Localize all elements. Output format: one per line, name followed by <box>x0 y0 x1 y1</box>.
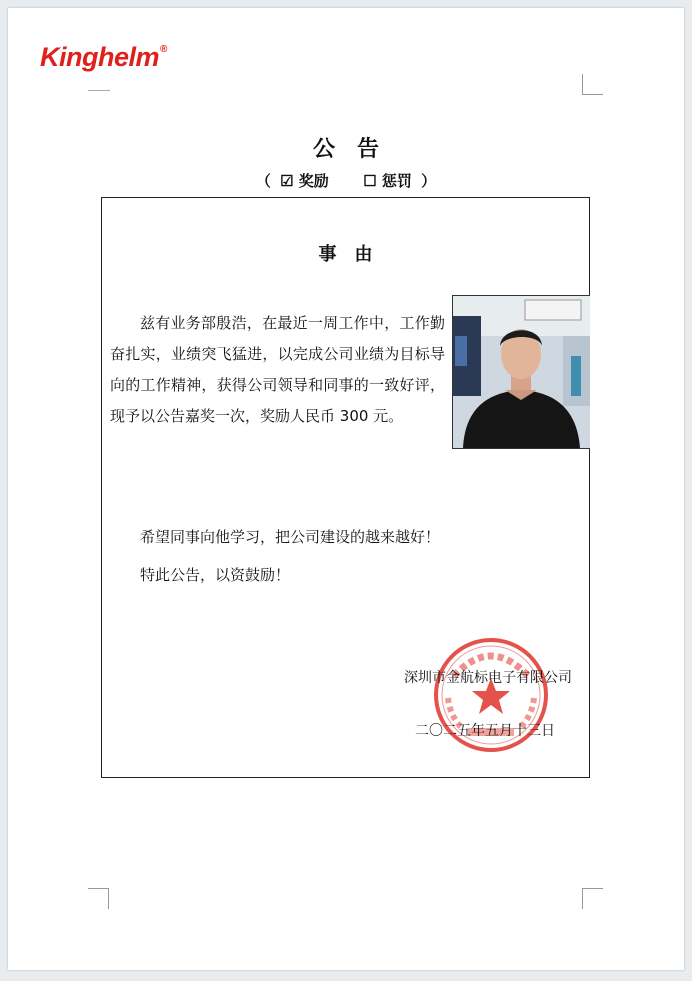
company-name: 深圳市金航标电子有限公司 <box>404 670 572 686</box>
hope-paragraph: 希望同事向他学习，把公司建设的越来越好！ <box>140 528 441 546</box>
notice-title: 公告 <box>312 136 401 162</box>
kinghelm-logo: Kinghelm® <box>40 42 167 72</box>
notice-type: （ ☑ 奖励 ☐ 惩罚 ） <box>255 172 437 190</box>
notice-box <box>101 197 590 778</box>
checkbox-reward <box>280 170 329 191</box>
reason-paragraph: 兹有业务部殷浩，在最近一周工作中，工作勤奋扎实，业绩突飞猛进，以完成公司业绩为目标导向的工作精神，获得公司领导和同事的一致好评，现予以公告嘉奖一次，奖励人民币 300 元。 <box>110 314 445 425</box>
margin-corner-bottom-left <box>88 888 109 909</box>
reward-label: 奖励 <box>298 172 329 190</box>
employee-photo <box>452 295 590 449</box>
notice-date: 二〇二五年五月十三日 <box>415 723 555 739</box>
checked-box-icon: ☑ <box>280 172 294 190</box>
header-rule <box>88 90 110 91</box>
box-heading: 事由 <box>318 244 391 265</box>
portrait-illustration <box>453 296 590 448</box>
unchecked-box-icon: ☐ <box>363 172 377 190</box>
document-page <box>8 8 684 970</box>
margin-corner-top-right <box>582 74 603 95</box>
closing-paragraph: 特此公告，以资鼓励！ <box>140 566 291 584</box>
checkbox-penalty <box>363 170 412 191</box>
margin-corner-bottom-right <box>582 888 603 909</box>
penalty-label: 惩罚 <box>381 172 412 190</box>
